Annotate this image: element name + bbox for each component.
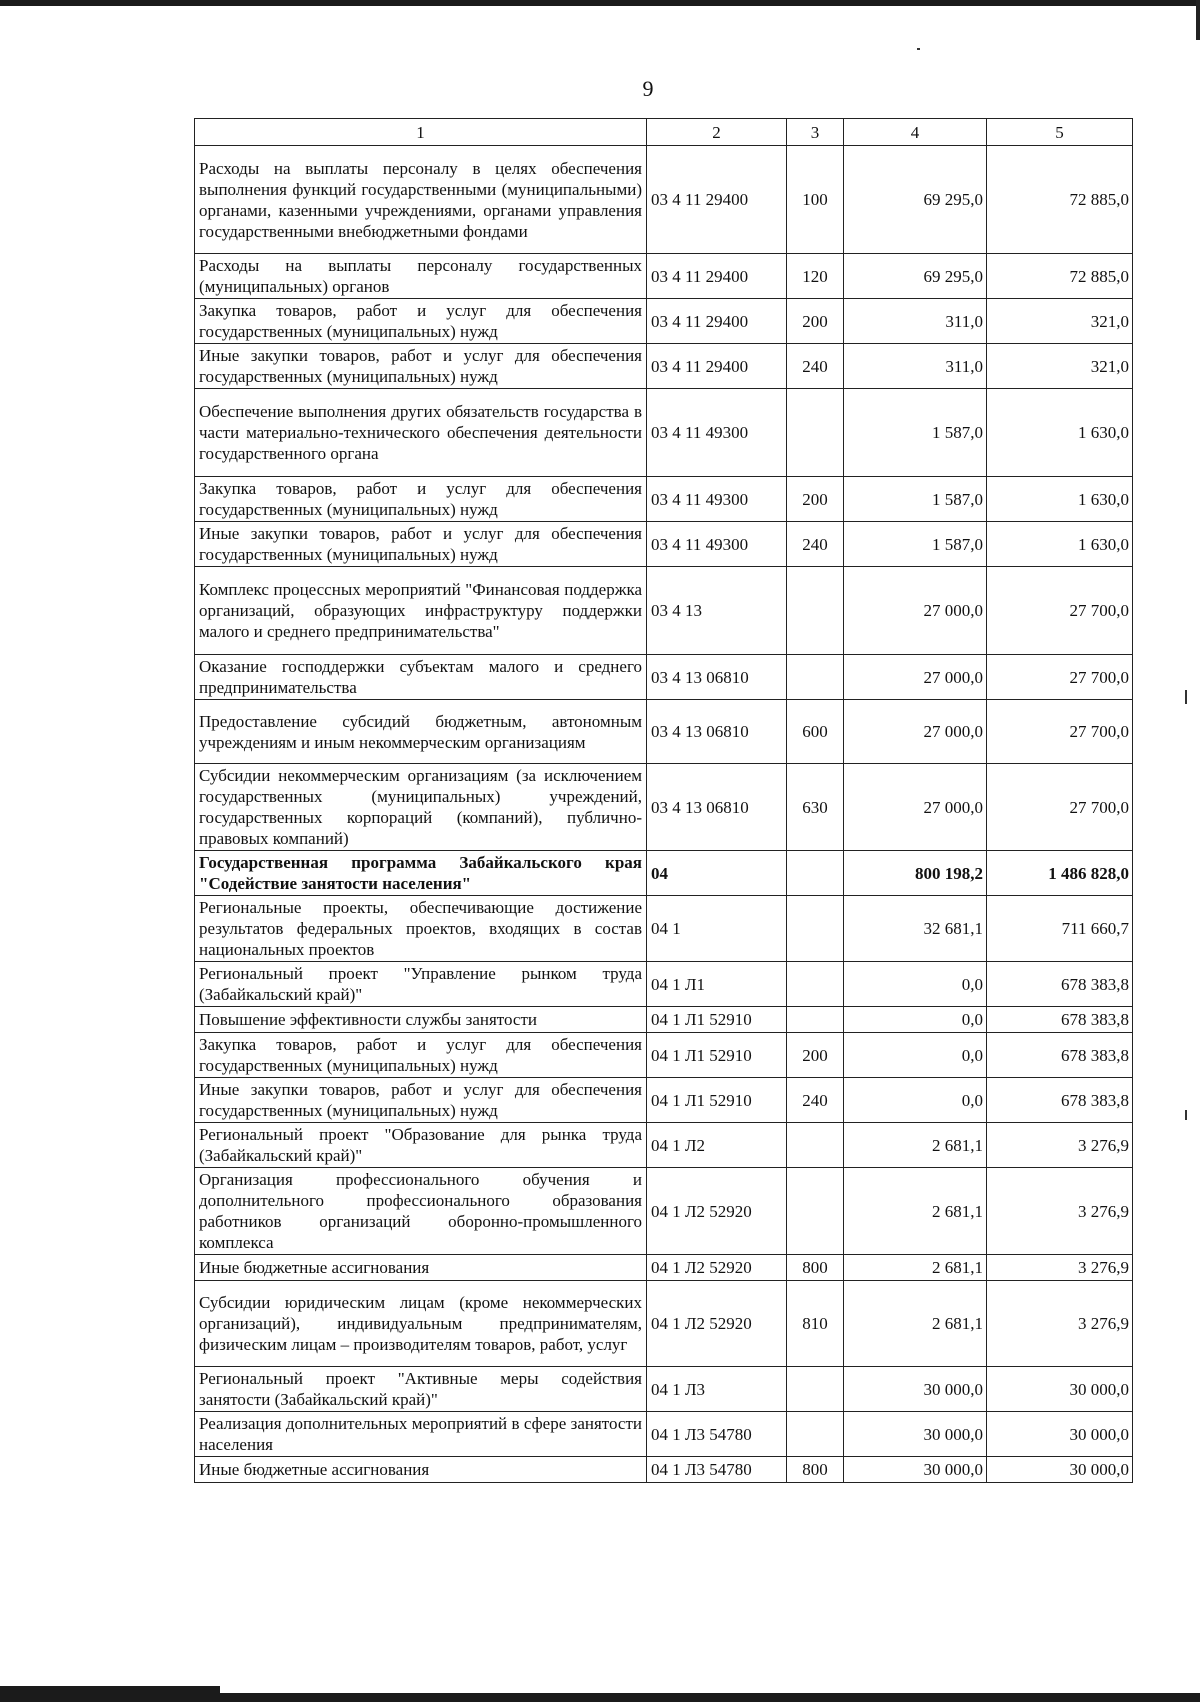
row-amount-2: 27 700,0 bbox=[987, 764, 1133, 851]
page-number: 9 bbox=[642, 76, 654, 101]
row-expense-type bbox=[787, 1123, 844, 1168]
table-row bbox=[195, 1457, 1133, 1483]
row-amount-2: 678 383,8 bbox=[987, 1007, 1133, 1033]
row-code: 03 4 11 49300 bbox=[647, 522, 787, 567]
row-amount-1: 2 681,1 bbox=[844, 1123, 987, 1168]
row-name: Расходы на выплаты персоналу в целях обеспечения выполнения функций государственными (муниципальными) органами, казенными учреждениями, органами управления государственными внебюджетными фондами bbox=[195, 146, 647, 254]
row-name: Организация профессионального обучения и дополнительного профессионального образования работников организаций оборонно-промышленного комплекса bbox=[195, 1168, 647, 1255]
row-amount-2: 1 486 828,0 bbox=[987, 851, 1133, 896]
row-name: Субсидии юридическим лицам (кроме некоммерческих организаций), индивидуальным предпринимателям, физическим лицам – производителям товаров, работ, услуг bbox=[195, 1281, 647, 1367]
table-row bbox=[195, 1033, 1133, 1078]
row-name: Предоставление субсидий бюджетным, автономным учреждениям и иным некоммерческим организациям bbox=[195, 700, 647, 764]
row-amount-2: 678 383,8 bbox=[987, 1033, 1133, 1078]
row-code: 04 1 Л1 52910 bbox=[647, 1078, 787, 1123]
table-row bbox=[195, 1123, 1133, 1168]
row-amount-2: 321,0 bbox=[987, 344, 1133, 389]
row-code: 04 1 Л2 52920 bbox=[647, 1168, 787, 1255]
row-name: Повышение эффективности службы занятости bbox=[195, 1007, 647, 1033]
table-row bbox=[195, 700, 1133, 764]
row-amount-1: 0,0 bbox=[844, 962, 987, 1007]
row-amount-1: 32 681,1 bbox=[844, 896, 987, 962]
row-code: 04 1 Л3 54780 bbox=[647, 1457, 787, 1483]
row-amount-1: 69 295,0 bbox=[844, 146, 987, 254]
table-row bbox=[195, 567, 1133, 655]
row-amount-2: 1 630,0 bbox=[987, 389, 1133, 477]
row-amount-1: 2 681,1 bbox=[844, 1255, 987, 1281]
row-code: 04 1 Л3 bbox=[647, 1367, 787, 1412]
row-amount-2: 72 885,0 bbox=[987, 254, 1133, 299]
row-amount-1: 27 000,0 bbox=[844, 567, 987, 655]
row-expense-type: 600 bbox=[787, 700, 844, 764]
scan-speck bbox=[917, 48, 920, 50]
row-code: 03 4 13 06810 bbox=[647, 655, 787, 700]
row-code: 04 1 Л1 bbox=[647, 962, 787, 1007]
row-code: 03 4 11 29400 bbox=[647, 254, 787, 299]
row-amount-1: 27 000,0 bbox=[844, 700, 987, 764]
scan-border-bottom-left bbox=[0, 1686, 220, 1702]
scan-border-right bbox=[1196, 0, 1200, 40]
scan-speck bbox=[1185, 690, 1187, 704]
table-row bbox=[195, 764, 1133, 851]
row-expense-type: 240 bbox=[787, 522, 844, 567]
row-amount-2: 1 630,0 bbox=[987, 522, 1133, 567]
table-row bbox=[195, 344, 1133, 389]
row-code: 04 1 Л2 52920 bbox=[647, 1281, 787, 1367]
row-name: Иные закупки товаров, работ и услуг для обеспечения государственных (муниципальных) нужд bbox=[195, 1078, 647, 1123]
row-name: Субсидии некоммерческим организациям (за исключением государственных (муниципальных) учреждений, государственных корпораций (компаний), публично-правовых компаний) bbox=[195, 764, 647, 851]
row-name: Иные закупки товаров, работ и услуг для обеспечения государственных (муниципальных) нужд bbox=[195, 522, 647, 567]
row-name: Закупка товаров, работ и услуг для обеспечения государственных (муниципальных) нужд bbox=[195, 477, 647, 522]
row-expense-type: 810 bbox=[787, 1281, 844, 1367]
row-code: 03 4 11 49300 bbox=[647, 389, 787, 477]
table-body bbox=[195, 146, 1133, 1483]
row-name: Иные бюджетные ассигнования bbox=[195, 1255, 647, 1281]
row-name: Региональный проект "Активные меры содействия занятости (Забайкальский край)" bbox=[195, 1367, 647, 1412]
row-amount-1: 0,0 bbox=[844, 1033, 987, 1078]
row-code: 03 4 11 49300 bbox=[647, 477, 787, 522]
row-amount-1: 311,0 bbox=[844, 299, 987, 344]
row-expense-type bbox=[787, 389, 844, 477]
row-name: Региональный проект "Управление рынком труда (Забайкальский край)" bbox=[195, 962, 647, 1007]
row-name: Обеспечение выполнения других обязательств государства в части материально-технического обеспечения деятельности государственного органа bbox=[195, 389, 647, 477]
scan-border-top bbox=[0, 0, 1200, 6]
row-name: Оказание господдержки субъектам малого и среднего предпринимательства bbox=[195, 655, 647, 700]
row-amount-2: 3 276,9 bbox=[987, 1168, 1133, 1255]
row-amount-1: 1 587,0 bbox=[844, 389, 987, 477]
row-expense-type bbox=[787, 896, 844, 962]
table-row bbox=[195, 1168, 1133, 1255]
row-expense-type bbox=[787, 851, 844, 896]
row-name: Закупка товаров, работ и услуг для обеспечения государственных (муниципальных) нужд bbox=[195, 1033, 647, 1078]
row-name: Государственная программа Забайкальского края "Содействие занятости населения" bbox=[195, 851, 647, 896]
row-expense-type bbox=[787, 1367, 844, 1412]
row-code: 04 1 Л2 bbox=[647, 1123, 787, 1168]
table-row bbox=[195, 851, 1133, 896]
row-code: 03 4 11 29400 bbox=[647, 344, 787, 389]
table-row bbox=[195, 146, 1133, 254]
row-amount-2: 3 276,9 bbox=[987, 1255, 1133, 1281]
row-amount-1: 1 587,0 bbox=[844, 522, 987, 567]
row-name: Расходы на выплаты персоналу государственных (муниципальных) органов bbox=[195, 254, 647, 299]
table-row bbox=[195, 1367, 1133, 1412]
row-code: 03 4 11 29400 bbox=[647, 146, 787, 254]
row-name: Иные закупки товаров, работ и услуг для обеспечения государственных (муниципальных) нужд bbox=[195, 344, 647, 389]
row-expense-type: 200 bbox=[787, 477, 844, 522]
column-header-1: 1 bbox=[195, 119, 647, 146]
table-row bbox=[195, 1255, 1133, 1281]
table-row bbox=[195, 1078, 1133, 1123]
row-expense-type bbox=[787, 567, 844, 655]
row-amount-1: 311,0 bbox=[844, 344, 987, 389]
column-header-5: 5 bbox=[987, 119, 1133, 146]
row-name: Реализация дополнительных мероприятий в сфере занятости населения bbox=[195, 1412, 647, 1457]
column-header-3: 3 bbox=[787, 119, 844, 146]
row-amount-1: 1 587,0 bbox=[844, 477, 987, 522]
row-amount-2: 27 700,0 bbox=[987, 567, 1133, 655]
table-row bbox=[195, 1007, 1133, 1033]
row-amount-2: 3 276,9 bbox=[987, 1123, 1133, 1168]
table-row bbox=[195, 655, 1133, 700]
table-row bbox=[195, 477, 1133, 522]
row-expense-type bbox=[787, 1168, 844, 1255]
budget-table bbox=[194, 118, 1133, 1483]
row-amount-2: 30 000,0 bbox=[987, 1457, 1133, 1483]
row-expense-type bbox=[787, 962, 844, 1007]
row-amount-2: 30 000,0 bbox=[987, 1412, 1133, 1457]
row-code: 03 4 11 29400 bbox=[647, 299, 787, 344]
row-amount-1: 0,0 bbox=[844, 1007, 987, 1033]
row-code: 03 4 13 06810 bbox=[647, 700, 787, 764]
row-expense-type: 200 bbox=[787, 1033, 844, 1078]
row-code: 04 1 Л2 52920 bbox=[647, 1255, 787, 1281]
row-name: Иные бюджетные ассигнования bbox=[195, 1457, 647, 1483]
row-amount-2: 321,0 bbox=[987, 299, 1133, 344]
row-amount-1: 69 295,0 bbox=[844, 254, 987, 299]
table-row bbox=[195, 1412, 1133, 1457]
row-code: 03 4 13 06810 bbox=[647, 764, 787, 851]
row-amount-2: 1 630,0 bbox=[987, 477, 1133, 522]
row-amount-1: 0,0 bbox=[844, 1078, 987, 1123]
row-name: Комплекс процессных мероприятий "Финансовая поддержка организаций, образующих инфраструктуру поддержки малого и среднего предпринимательства" bbox=[195, 567, 647, 655]
row-amount-1: 27 000,0 bbox=[844, 764, 987, 851]
row-name: Закупка товаров, работ и услуг для обеспечения государственных (муниципальных) нужд bbox=[195, 299, 647, 344]
row-amount-2: 678 383,8 bbox=[987, 962, 1133, 1007]
row-code: 03 4 13 bbox=[647, 567, 787, 655]
row-expense-type bbox=[787, 1007, 844, 1033]
table-row bbox=[195, 522, 1133, 567]
row-name: Региональные проекты, обеспечивающие достижение результатов федеральных проектов, входящих в состав национальных проектов bbox=[195, 896, 647, 962]
row-amount-2: 678 383,8 bbox=[987, 1078, 1133, 1123]
row-amount-1: 27 000,0 bbox=[844, 655, 987, 700]
row-amount-1: 30 000,0 bbox=[844, 1367, 987, 1412]
column-header-4: 4 bbox=[844, 119, 987, 146]
row-expense-type: 240 bbox=[787, 344, 844, 389]
row-amount-1: 2 681,1 bbox=[844, 1281, 987, 1367]
table-row bbox=[195, 389, 1133, 477]
row-expense-type: 630 bbox=[787, 764, 844, 851]
row-expense-type bbox=[787, 655, 844, 700]
row-expense-type: 200 bbox=[787, 299, 844, 344]
row-expense-type: 800 bbox=[787, 1457, 844, 1483]
row-amount-1: 800 198,2 bbox=[844, 851, 987, 896]
row-expense-type: 120 bbox=[787, 254, 844, 299]
scan-speck bbox=[1185, 1110, 1187, 1120]
table-row bbox=[195, 962, 1133, 1007]
row-expense-type: 240 bbox=[787, 1078, 844, 1123]
row-amount-2: 3 276,9 bbox=[987, 1281, 1133, 1367]
table-header-row bbox=[195, 119, 1133, 146]
table-row bbox=[195, 896, 1133, 962]
row-amount-2: 72 885,0 bbox=[987, 146, 1133, 254]
row-expense-type: 800 bbox=[787, 1255, 844, 1281]
column-header-2: 2 bbox=[647, 119, 787, 146]
row-amount-2: 711 660,7 bbox=[987, 896, 1133, 962]
table-row bbox=[195, 299, 1133, 344]
row-expense-type: 100 bbox=[787, 146, 844, 254]
row-amount-2: 30 000,0 bbox=[987, 1367, 1133, 1412]
row-amount-2: 27 700,0 bbox=[987, 655, 1133, 700]
row-code: 04 1 Л3 54780 bbox=[647, 1412, 787, 1457]
row-amount-1: 30 000,0 bbox=[844, 1412, 987, 1457]
table-row bbox=[195, 1281, 1133, 1367]
row-code: 04 1 bbox=[647, 896, 787, 962]
row-amount-1: 30 000,0 bbox=[844, 1457, 987, 1483]
row-amount-1: 2 681,1 bbox=[844, 1168, 987, 1255]
row-code: 04 1 Л1 52910 bbox=[647, 1033, 787, 1078]
row-amount-2: 27 700,0 bbox=[987, 700, 1133, 764]
row-expense-type bbox=[787, 1412, 844, 1457]
row-code: 04 1 Л1 52910 bbox=[647, 1007, 787, 1033]
row-name: Региональный проект "Образование для рынка труда (Забайкальский край)" bbox=[195, 1123, 647, 1168]
row-code: 04 bbox=[647, 851, 787, 896]
table-row bbox=[195, 254, 1133, 299]
